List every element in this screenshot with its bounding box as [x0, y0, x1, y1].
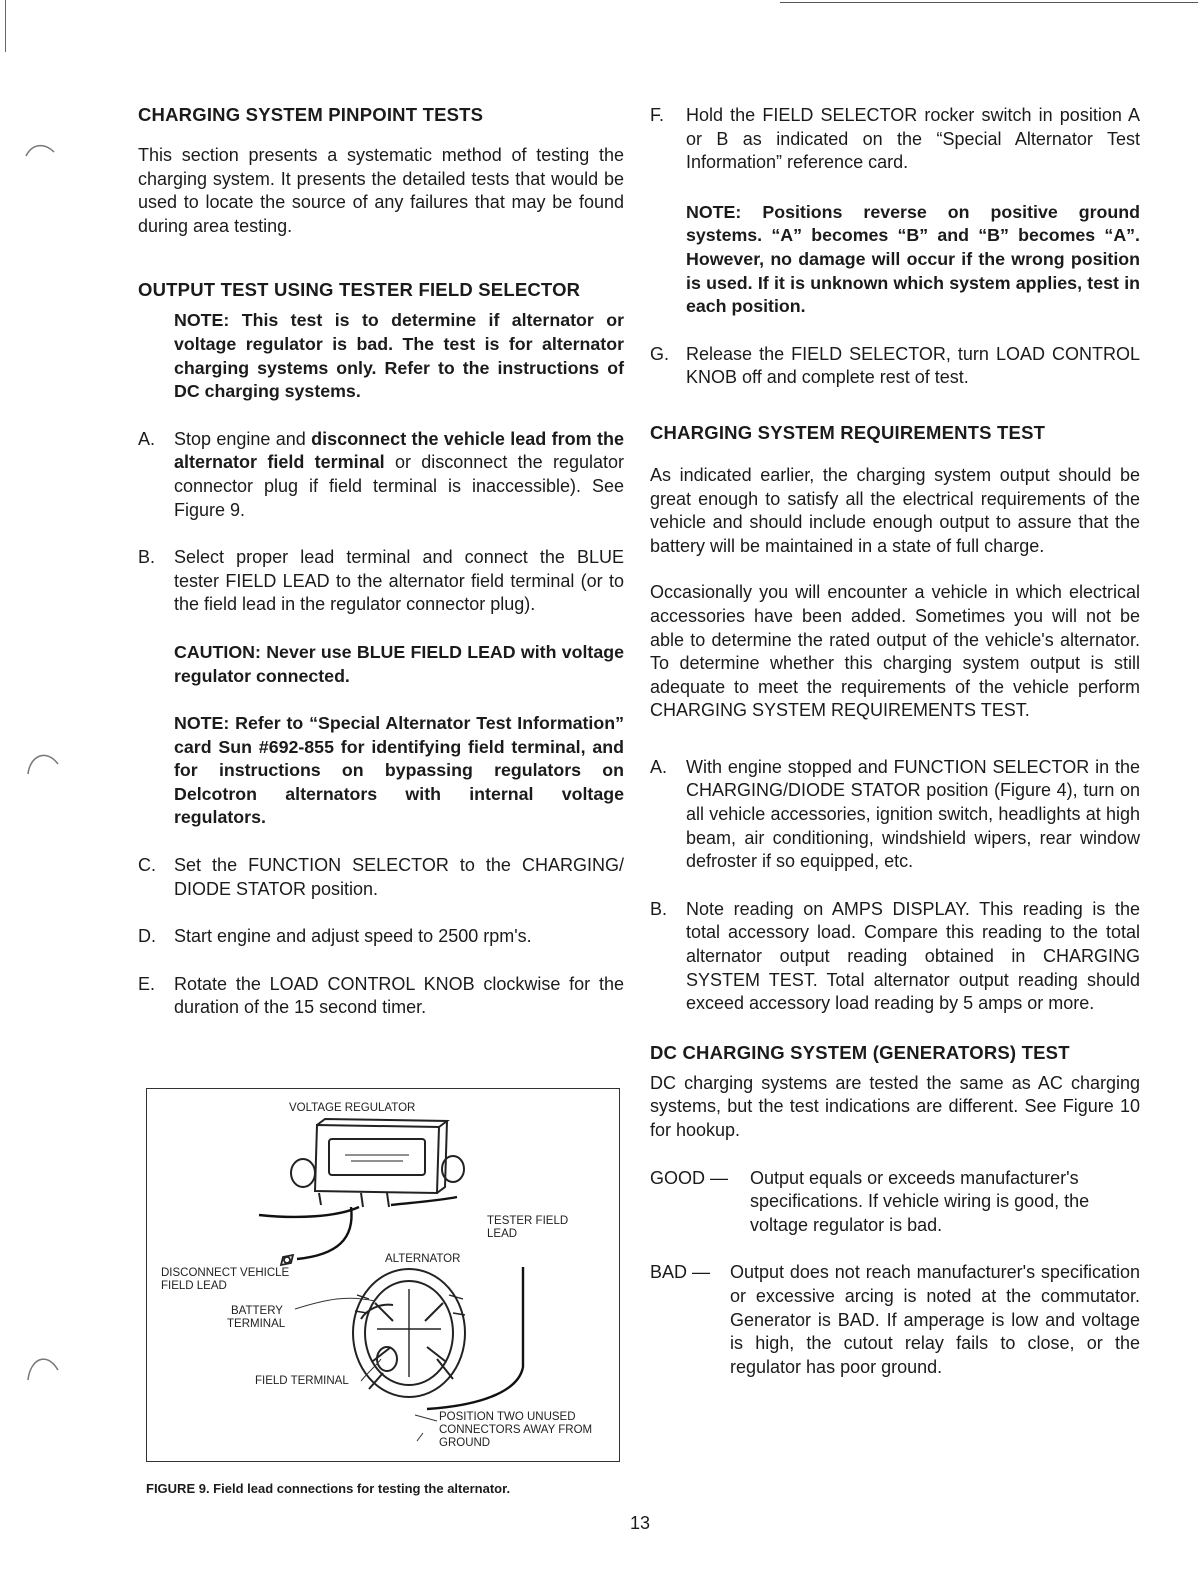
step-text: Stop engine and: [174, 428, 312, 449]
section-heading-pinpoint-tests: CHARGING SYSTEM PINPOINT TESTS: [138, 104, 484, 125]
label-voltage-regulator: VOLTAGE REGULATOR: [289, 1102, 416, 1114]
step-text: Release the FIELD SELECTOR, turn LOAD CONTROL KNOB off and complete rest of test.: [686, 343, 1140, 388]
step-letter: G.: [650, 343, 670, 364]
label-tester-field-lead-line1: TESTER FIELD: [487, 1215, 569, 1227]
step-b-amps-display: [650, 898, 1140, 1016]
step-text: Start engine and adjust speed to 2500 rpm's.: [174, 926, 532, 947]
step-letter: A.: [138, 428, 156, 449]
voltage-regulator-drawing: [291, 1119, 464, 1207]
label-field-terminal: FIELD TERMINAL: [255, 1375, 349, 1387]
disconnected-connector: [281, 1255, 293, 1265]
section-heading-requirements-test: CHARGING SYSTEM REQUIREMENTS TEST: [650, 421, 1046, 443]
step-g-release-field-selector: [650, 343, 1140, 390]
left-column: [138, 104, 624, 1020]
step-letter: F.: [650, 105, 665, 125]
left-edge-rule: [5, 0, 6, 52]
label-alternator: ALTERNATOR: [385, 1253, 461, 1265]
alternator-drawing: [353, 1269, 465, 1397]
section-heading-dc-charging-test: DC CHARGING SYSTEM (GENERATORS) TEST: [650, 1041, 1070, 1063]
punch-hole-mark-3: [24, 1348, 64, 1388]
step-text: Rotate the LOAD CONTROL KNOB clockwise for the duration of the 15 second timer.: [174, 973, 624, 1018]
step-letter: B.: [138, 547, 156, 568]
step-text: Select proper lead terminal and connect the BLUE tester FIELD LEAD to the alternator field terminal (or to the field lead in the regulator connector plug).: [174, 547, 624, 615]
step-text: Hold the FIELD SELECTOR rocker switch in position A or B as indicated on the “Special Alternator Test Information” reference card.: [686, 105, 1140, 173]
result-bad: [650, 1261, 1140, 1379]
label-battery-terminal-line1: BATTERY: [231, 1305, 283, 1317]
punch-hole-mark-1: [22, 138, 62, 168]
result-label-good: GOOD —: [650, 1167, 729, 1188]
note-alternator-test: NOTE: This test is to determine if alternator or voltage regulator is bad. The test is for alternator charging systems only. Refer to the instructions of DC charging systems.: [174, 310, 624, 402]
figure-caption: FIGURE 9. Field lead connections for testing the alternator.: [146, 1481, 511, 1496]
step-text: or disconnect the regulator connector plug if field terminal is inaccessible). See Figure 9.: [174, 452, 624, 520]
label-disconnect-line1: DISCONNECT VEHICLE: [161, 1267, 290, 1279]
dc-charging-paragraph: DC charging systems are tested the same as AC charging systems, but the test indications are different. See Figure 10 for hookup.: [650, 1072, 1140, 1140]
label-tester-field-lead-line2: LEAD: [487, 1228, 518, 1240]
result-label-bad: BAD —: [650, 1262, 711, 1283]
result-good: [650, 1167, 1140, 1238]
step-text: Note reading on AMPS DISPLAY. This reading is the total accessory load. Compare this reading to the total alternator output reading obtained in CHARGING SYSTEM TEST. Total alternator output reading should exceed accessory load reading by 5 amps or more.: [686, 898, 1140, 1014]
label-disconnect-line2: FIELD LEAD: [161, 1280, 227, 1292]
step-letter: D.: [138, 926, 156, 947]
step-f-hold-field-selector: [650, 104, 1140, 175]
step-text: With engine stopped and FUNCTION SELECTOR in the CHARGING/DIODE STATOR position (Figure 4), turn on all vehicle accessories, ignition switch, headlights at high beam, air conditioning, windshield wipers, rear window defroster if so equipped, etc.: [686, 756, 1140, 872]
step-d-start-engine: [138, 925, 624, 949]
note-special-card: NOTE: Refer to “Special Alternator Test Information” card Sun #692-855 for identifying field terminal, and for instructions on bypassing regulators on Delcotron alternators with internal voltage regulators.: [174, 713, 624, 828]
step-c-function-selector: [138, 854, 624, 901]
right-column: [650, 104, 1140, 1379]
section-heading-output-test: OUTPUT TEST USING TESTER FIELD SELECTOR: [138, 279, 581, 301]
label-position-line1: POSITION TWO UNUSED: [439, 1411, 576, 1423]
label-position-line2: CONNECTORS AWAY FROM: [439, 1424, 593, 1436]
step-b-connect-lead: [138, 546, 624, 617]
result-text-bad: Output does not reach manufacturer's specification or excessive arcing is noted at the commutator. Generator is BAD. If amperage is low and voltage is high, the cutout relay fails to close, or the regulator has poor ground.: [730, 1262, 1140, 1377]
step-letter: C.: [138, 855, 156, 876]
requirements-paragraph-2: Occasionally you will encounter a vehicle in which electrical accessories have been added. Sometimes you will not be able to determine the rated output of the vehicle's alternator. To determine whether this charging system output is still adequate to meet the requirements of the vehicle perform CHARGING SYSTEM REQUIREMENTS TEST.: [650, 582, 1140, 721]
note-positions-reverse: NOTE: Positions reverse on positive ground systems. “A” becomes “B” and “B” becomes “A”. However, no damage will occur if the wrong position is used. If it is unknown which system applies, test in each position.: [686, 201, 1140, 317]
step-text: Set the FUNCTION SELECTOR to the CHARGING/ DIODE STATOR position.: [174, 855, 624, 899]
figure-9-diagram: [146, 1088, 620, 1462]
requirements-paragraph-1: As indicated earlier, the charging system output should be great enough to satisfy all the electrical requirements of the vehicle and should include enough output to assure that the battery will be maintained in a state of full charge.: [650, 464, 1140, 556]
step-letter: B.: [650, 898, 668, 919]
step-letter: A.: [650, 756, 668, 777]
intro-paragraph: This section presents a systematic method of testing the charging system. It presents the detailed tests that would be used to locate the source of any failures that may be found during area testing.: [138, 145, 624, 236]
page-number: 13: [630, 1513, 651, 1533]
step-letter: E.: [138, 973, 156, 994]
punch-hole-mark-2: [24, 746, 64, 786]
step-text-bold: disconnect the vehicle lead from the alternator field terminal: [174, 428, 624, 473]
label-position-line3: GROUND: [439, 1437, 491, 1449]
step-e-load-control: [138, 973, 624, 1020]
result-text-good: Output equals or exceeds manufacturer's specifications. If vehicle wiring is good, the voltage regulator is bad.: [750, 1167, 1090, 1235]
step-a-accessories-on: [650, 756, 1140, 874]
caution-blue-field-lead: CAUTION: Never use BLUE FIELD LEAD with voltage regulator connected.: [174, 641, 624, 686]
step-a-disconnect: [138, 428, 624, 522]
label-battery-terminal-line2: TERMINAL: [227, 1318, 286, 1330]
top-rule: [780, 2, 1198, 3]
